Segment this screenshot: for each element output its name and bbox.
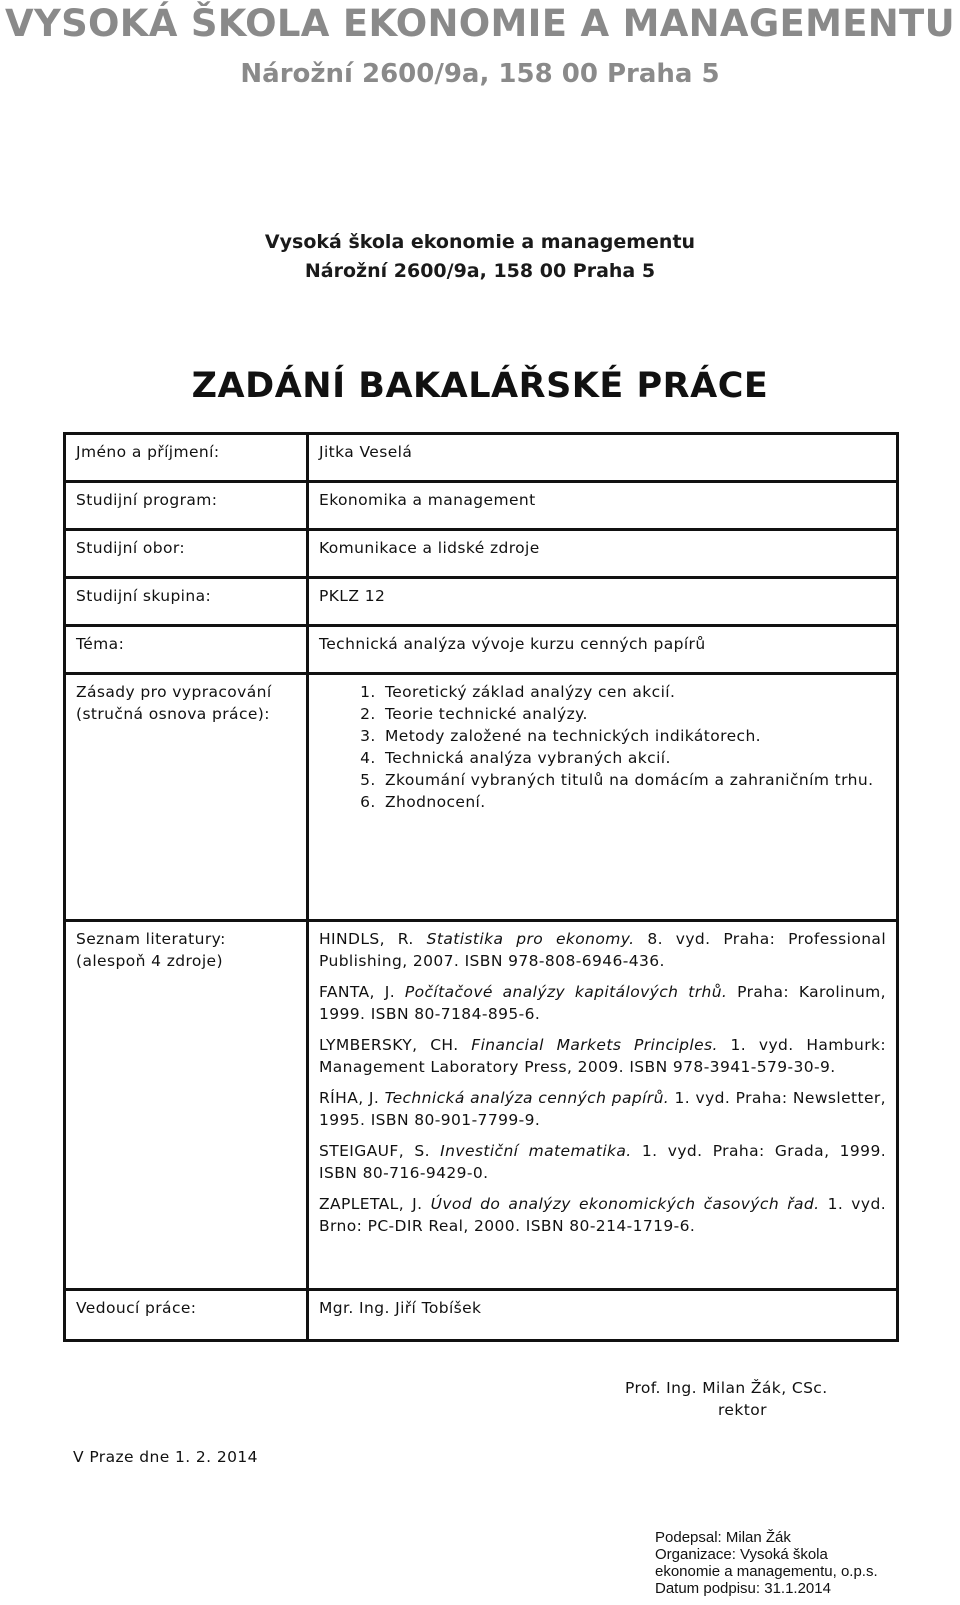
ref-details: 8. vyd. Praha: Professional Publishing, 2007. ISBN 978-808-6946-436.	[319, 930, 887, 970]
document-heading: ZADÁNÍ BAKALÁŘSKÉ PRÁCE	[191, 366, 769, 406]
reference-item	[319, 1034, 886, 1078]
ref-title: Počítačové analýzy kapitálových trhů.	[404, 983, 728, 1001]
ref-details: 1. vyd. Hamburk: Management Laboratory Press, 2009. ISBN 978-3941-579-30-9.	[319, 1036, 886, 1076]
document-school-address: Nárožní 2600/9a, 158 00 Praha 5	[304, 260, 656, 282]
reference-item	[319, 1193, 886, 1237]
site-title: VYSOKÁ ŠKOLA EKONOMIE A MANAGEMENTU	[5, 2, 955, 45]
site-header	[0, 0, 960, 89]
field-label: Studijní obor:	[65, 530, 308, 578]
principles-label-line2: (stručná osnova práce):	[76, 705, 270, 723]
principles-list	[319, 681, 886, 813]
list-item: 2. Teorie technické analýzy.	[381, 703, 886, 725]
field-value-name: Jitka Veselá	[308, 434, 898, 482]
field-value-program: Ekonomika a management	[308, 482, 898, 530]
ref-details: 1. vyd. Praha: Grada, 1999. ISBN 80-716-9429-0.	[319, 1142, 887, 1182]
e-sign-line: Organizace: Vysoká škola	[655, 1546, 828, 1563]
field-label: Studijní skupina:	[65, 578, 308, 626]
literature-list-cell	[308, 921, 898, 1290]
ref-title: Investiční matematika.	[440, 1142, 632, 1160]
ref-title: Úvod do analýzy ekonomických časových řad.	[430, 1195, 820, 1213]
field-value-topic: Technická analýza vývoje kurzu cenných papírů	[308, 626, 898, 674]
table-row	[65, 921, 898, 1290]
ref-title: Technická analýza cenných papírů.	[384, 1089, 670, 1107]
list-item: 3. Metody založené na technických indikátorech.	[381, 725, 886, 747]
ref-details: Praha: Karolinum, 1999. ISBN 80-7184-895-6.	[319, 983, 887, 1023]
field-label: Jméno a příjmení:	[65, 434, 308, 482]
table-row	[65, 434, 898, 482]
ref-author: STEIGAUF, S.	[319, 1142, 430, 1160]
signer-name: Prof. Ing. Milan Žák, CSc.	[625, 1379, 828, 1397]
supervisor-label: Vedoucí práce:	[65, 1290, 308, 1341]
field-label: Téma:	[65, 626, 308, 674]
ref-title: Financial Markets Principles.	[471, 1036, 718, 1054]
ref-author: ZAPLETAL, J.	[319, 1195, 423, 1213]
signer-block	[625, 1377, 875, 1421]
ref-details: 1. vyd. Brno: PC-DIR Real, 2000. ISBN 80-214-1719-6.	[319, 1195, 887, 1235]
literature-label	[65, 921, 308, 1290]
ref-author: HINDLS, R.	[319, 930, 414, 948]
list-item: 5. Zkoumání vybraných titulů na domácím a zahraničním trhu.	[381, 769, 886, 791]
table-row	[65, 530, 898, 578]
field-value-group: PKLZ 12	[308, 578, 898, 626]
list-item: 4. Technická analýza vybraných akcií.	[381, 747, 886, 769]
literature-label-line2: (alespoň 4 zdroje)	[76, 952, 223, 970]
ref-author: FANTA, J.	[319, 983, 396, 1001]
table-row	[65, 1290, 898, 1341]
site-address: Nárožní 2600/9a, 158 00 Praha 5	[240, 59, 720, 89]
e-sign-line: Datum podpisu: 31.1.2014	[655, 1580, 831, 1597]
principles-label	[65, 674, 308, 921]
table-row	[65, 674, 898, 921]
e-sign-line: Podepsal: Milan Žák	[655, 1529, 791, 1546]
ref-author: LYMBERSKY, CH.	[319, 1036, 459, 1054]
electronic-signature-block	[655, 1529, 878, 1597]
reference-item	[319, 928, 886, 972]
field-label: Studijní program:	[65, 482, 308, 530]
table-row	[65, 578, 898, 626]
ref-author: RÍHA, J.	[319, 1089, 380, 1107]
field-value-field: Komunikace a lidské zdroje	[308, 530, 898, 578]
document-school-name: Vysoká škola ekonomie a managementu	[264, 231, 696, 253]
signer-role: rektor	[718, 1401, 767, 1419]
place-and-date: V Praze dne 1. 2. 2014	[73, 1448, 258, 1466]
table-row	[65, 626, 898, 674]
principles-list-cell	[308, 674, 898, 921]
supervisor-value: Mgr. Ing. Jiří Tobíšek	[308, 1290, 898, 1341]
assignment-form-table	[63, 432, 899, 1342]
ref-details: 1. vyd. Praha: Newsletter, 1995. ISBN 80-901-7799-9.	[319, 1089, 887, 1129]
list-item: 1. Teoretický základ analýzy cen akcií.	[381, 681, 886, 703]
e-sign-line: ekonomie a managementu, o.p.s.	[655, 1563, 878, 1580]
reference-item	[319, 1087, 886, 1131]
principles-label-line1: Zásady pro vypracování	[76, 683, 272, 701]
ref-title: Statistika pro ekonomy.	[426, 930, 635, 948]
reference-item	[319, 1140, 886, 1184]
literature-label-line1: Seznam literatury:	[76, 930, 226, 948]
reference-item	[319, 981, 886, 1025]
list-item: 6. Zhodnocení.	[381, 791, 886, 813]
table-row	[65, 482, 898, 530]
